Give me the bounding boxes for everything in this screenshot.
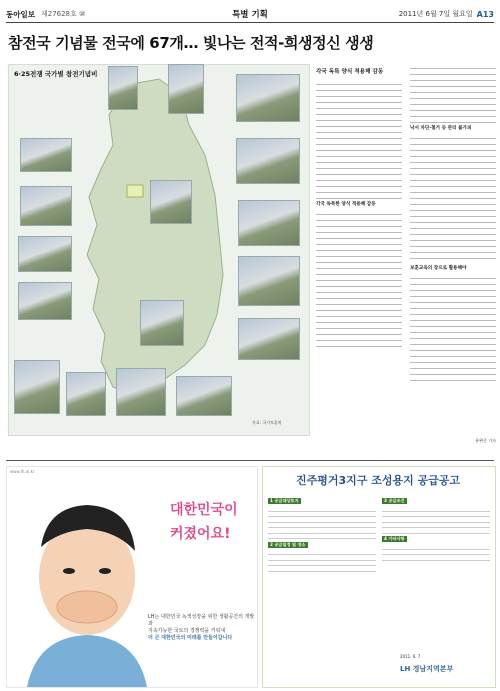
table-row xyxy=(382,529,490,534)
text-block xyxy=(316,210,402,350)
ad-slogan xyxy=(170,498,252,546)
table-row xyxy=(268,512,376,517)
memorial-photo-3 xyxy=(236,74,300,122)
pull-quote: 각국 독특 양식 적용해 감동 xyxy=(316,69,384,75)
table-row xyxy=(382,518,490,523)
table-row xyxy=(268,534,376,539)
section-divider xyxy=(6,460,494,461)
page-header xyxy=(6,6,494,23)
memorial-photo-2 xyxy=(168,64,204,114)
issue-number: 제27628호 ⑩ xyxy=(40,10,86,18)
article-body xyxy=(316,64,496,444)
table-row xyxy=(268,561,376,566)
newspaper-logo: 동아일보 xyxy=(6,9,35,19)
tagline-3: 더 큰 대한민국의 미래를 만들어갑니다 xyxy=(148,635,233,641)
table-row xyxy=(268,529,376,534)
subhead-3: 보훈교육의 장으로 활용해야 xyxy=(410,266,467,272)
table-row xyxy=(382,523,490,528)
table-row xyxy=(268,550,376,555)
table-row xyxy=(382,512,490,517)
memorial-photo-1 xyxy=(108,66,138,110)
byline: 윤완준 기자 xyxy=(475,437,496,443)
slogan-line-1: 대한민국이 xyxy=(170,502,238,518)
notice-column-1 xyxy=(268,496,376,660)
memorial-photo-7 xyxy=(238,200,300,246)
memorial-photo-15 xyxy=(176,376,232,416)
memorial-photo-11 xyxy=(238,318,300,360)
publish-date: 2011년 6월 7일 월요일 xyxy=(398,10,473,18)
section-title: 특별 기획 xyxy=(232,10,268,20)
memorial-photo-13 xyxy=(66,372,106,416)
memorial-photo-10 xyxy=(18,282,72,320)
subhead-1: 각국 독특한 양식 적용해 감동 xyxy=(316,202,376,207)
table-row xyxy=(382,550,490,555)
map-caption: 자료: 국가보훈처 xyxy=(252,420,282,425)
map-title: 6·25전쟁 국가별 참전기념비 xyxy=(14,70,98,78)
text-block xyxy=(410,274,496,384)
notice-org: LH 경남지역본부 xyxy=(400,665,454,673)
slogan-line-2: 커졌어요! xyxy=(170,526,231,542)
notice-title: 진주평거3지구 조성용지 공급공고 xyxy=(295,474,461,487)
text-block xyxy=(316,80,402,200)
table-row xyxy=(382,545,490,550)
memorial-photo-14 xyxy=(116,368,166,416)
memorial-photo-9 xyxy=(238,256,300,306)
memorial-photo-8 xyxy=(18,236,72,272)
memorial-photo-12 xyxy=(14,360,60,414)
tagline-1: LH는 대한민국 녹색성장을 위한 생활공간의 개발과 xyxy=(148,614,255,627)
table-row xyxy=(268,567,376,572)
table-row xyxy=(268,523,376,528)
table-row xyxy=(382,507,490,512)
ad-tagline xyxy=(148,614,258,642)
notice-column-2 xyxy=(382,496,490,660)
memorial-photo-16 xyxy=(140,300,184,346)
notice-section-3: 3 공급조건 xyxy=(384,498,405,503)
memorial-photo-6 xyxy=(20,186,72,226)
notice-body xyxy=(268,496,490,660)
headline: 참전국 기념물 전국에 67개… 빛나는 전적-희생정신 생생 xyxy=(8,34,374,52)
notice-section-2: 2 공급일정 및 장소 xyxy=(270,541,306,547)
table-row xyxy=(382,556,490,561)
text-block xyxy=(410,134,496,264)
article-column-1 xyxy=(316,64,402,352)
notice-date: 2011. 6. 7 xyxy=(400,654,421,659)
notice-section-4: 4 기타사항 xyxy=(384,536,405,541)
memorial-photo-5 xyxy=(236,138,300,184)
text-block xyxy=(410,64,496,124)
ad-url[interactable]: www.lh.or.kr xyxy=(10,469,35,474)
table-row xyxy=(268,556,376,561)
memorial-photo-17 xyxy=(150,180,192,224)
subhead-2: 낙서 차단·철거 등 관리 불가피 xyxy=(410,126,472,131)
memorial-photo-4 xyxy=(20,138,72,172)
article-column-2 xyxy=(410,64,496,386)
tagline-2: 지속가능한 국토의 경쟁력을 키워내 xyxy=(148,628,226,634)
table-row xyxy=(268,518,376,523)
page-number: A13 xyxy=(476,9,494,19)
notice-section-1: 1 공급대상토지 xyxy=(270,498,299,503)
table-row xyxy=(268,507,376,512)
